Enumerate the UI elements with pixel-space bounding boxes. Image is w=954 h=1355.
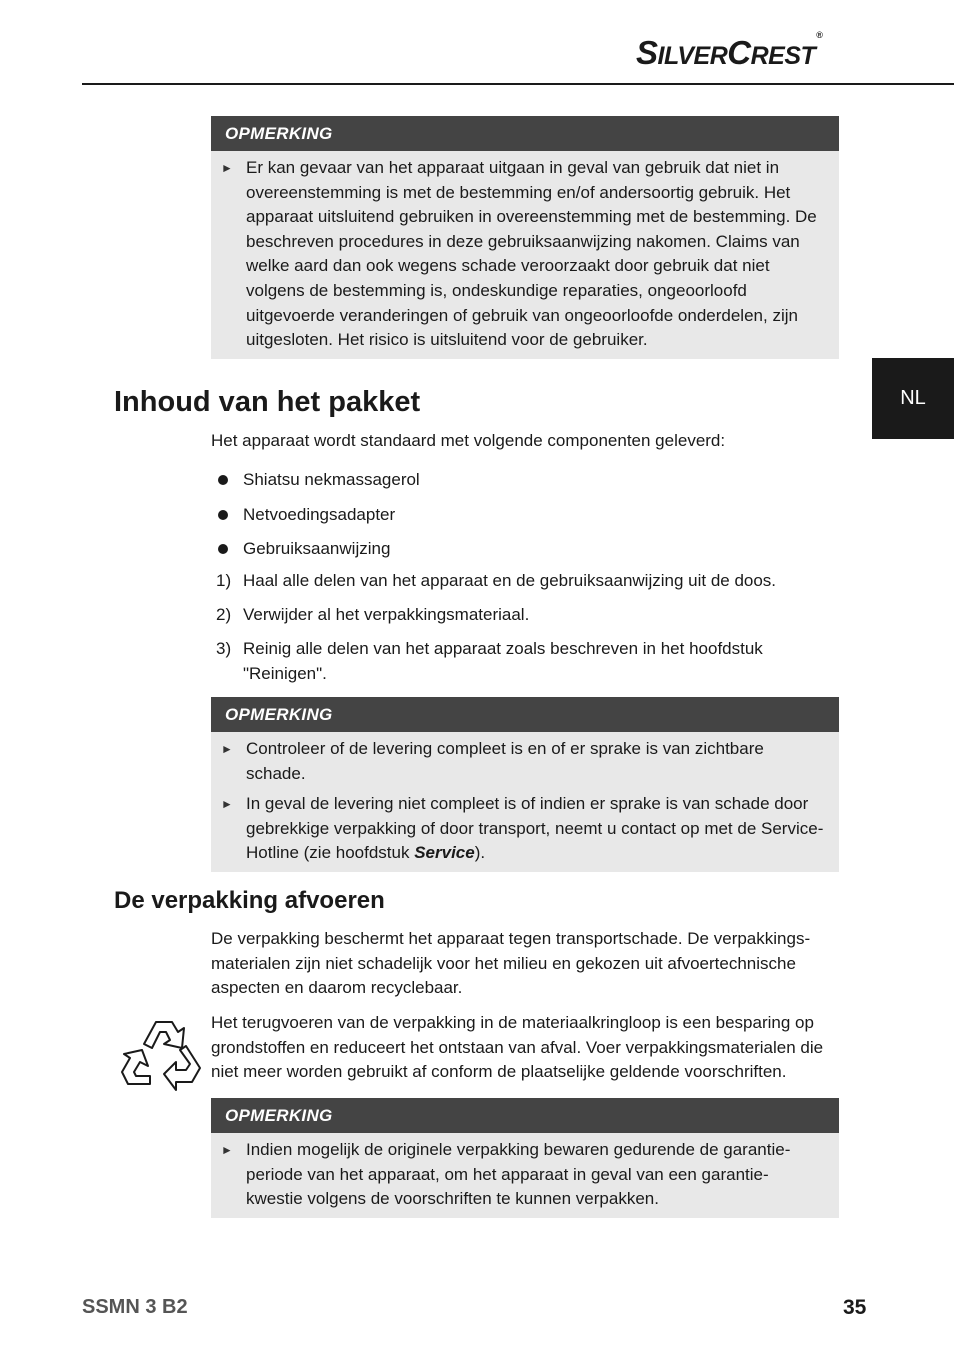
note-title: OPMERKING (211, 697, 839, 732)
note-item: ► Er kan gevaar van het apparaat uitgaan in geval van gebruik dat niet in overeenstemming is met de bestemming en/of andersoortig gebruik. Het apparaat uitsluitend gebruiken in overeenstemming met de bestemming. De beschreven procedures in deze gebruiksaanwijzing nakomen. Claims van welke aard dan ook wegens schade veroorzaakt door gebruik dat niet volgens de bestemming is, ondeskundige reparaties, ongeoorloofd uitgevoerde veranderingen of gebruik van ongeoorloofde onderdelen, zijn uitgesloten. Het risico is uitsluitend voor de gebruiker. (221, 156, 825, 353)
packaging-paragraph-2: Het terugvoeren van de verpakking in de materiaalkringloop is een besparing op grondstoffen en reduceert het ontstaan van afval. Voer verpakkingsmaterialen die niet meer worden gebruikt af conform de plaatselijke geldende voorschriften. (211, 1013, 824, 1082)
note-item: ► Indien mogelijk de originele verpakking bewaren gedurende de garantie-periode van het apparaat, om het apparaat in geval van een garantie-kwestie volgens de voorschriften te kunnen verpakken. (221, 1138, 825, 1212)
note-title: OPMERKING (211, 1098, 839, 1133)
note-item: ► In geval de levering niet compleet is of indien er sprake is van schade door gebrekkige verpakking of door transport, neemt u contact op met de Service-Hotline (zie hoofdstuk Service). (221, 792, 825, 866)
list-item: Gebruiksaanwijzing (218, 532, 420, 567)
bullet-dot-icon (218, 475, 228, 485)
footer-page-number: 35 (843, 1296, 867, 1319)
note-box-intended-use (211, 116, 839, 359)
brand-logo: SILVERCREST® (636, 30, 823, 71)
list-item: Netvoedingsadapter (218, 498, 420, 533)
arrow-right-icon: ► (221, 797, 233, 812)
list-item: Shiatsu nekmassagerol (218, 463, 420, 498)
note-box-keep-packaging (211, 1098, 839, 1218)
packaging-paragraph-1: De verpakking beschermt het apparaat tegen transportschade. De verpakkings-materialen zijn niet schadelijk voor het milieu en gekozen uit afvoertechnische aspecten en daarom recyclebaar. (211, 929, 811, 998)
arrow-right-icon: ► (221, 742, 233, 756)
note-box-delivery-check (211, 697, 839, 872)
note-item: ► Controleer of de levering compleet is en of er sprake is van zichtbare schade. (221, 737, 825, 786)
arrow-right-icon: ► (221, 1143, 233, 1157)
step-item: 3) Reinig alle delen van het apparaat zoals beschreven in het hoofdstuk "Reinigen". (216, 639, 763, 683)
footer-model-number: SSMN 3 B2 (82, 1296, 188, 1318)
step-item: 1) Haal alle delen van het apparaat en de gebruiksaanwijzing uit de doos. (216, 571, 777, 590)
language-tab: NL (872, 358, 954, 439)
package-intro: Het apparaat wordt standaard met volgende componenten geleverd: (211, 431, 726, 450)
arrow-right-icon: ► (221, 161, 233, 175)
section-heading-package-contents: Inhoud van het pakket (114, 386, 421, 418)
step-item: 2) Verwijder al het verpakkingsmateriaal. (216, 605, 530, 625)
chapter-reference-service: Service (414, 843, 475, 863)
unpacking-steps (216, 569, 836, 696)
bullet-dot-icon (218, 510, 228, 520)
recycle-icon (120, 1014, 204, 1092)
package-contents-list (218, 463, 420, 567)
section-heading-packaging-disposal: De verpakking afvoeren (114, 887, 385, 914)
bullet-dot-icon (218, 544, 228, 554)
header-rule (82, 83, 954, 85)
note-title: OPMERKING (211, 116, 839, 151)
